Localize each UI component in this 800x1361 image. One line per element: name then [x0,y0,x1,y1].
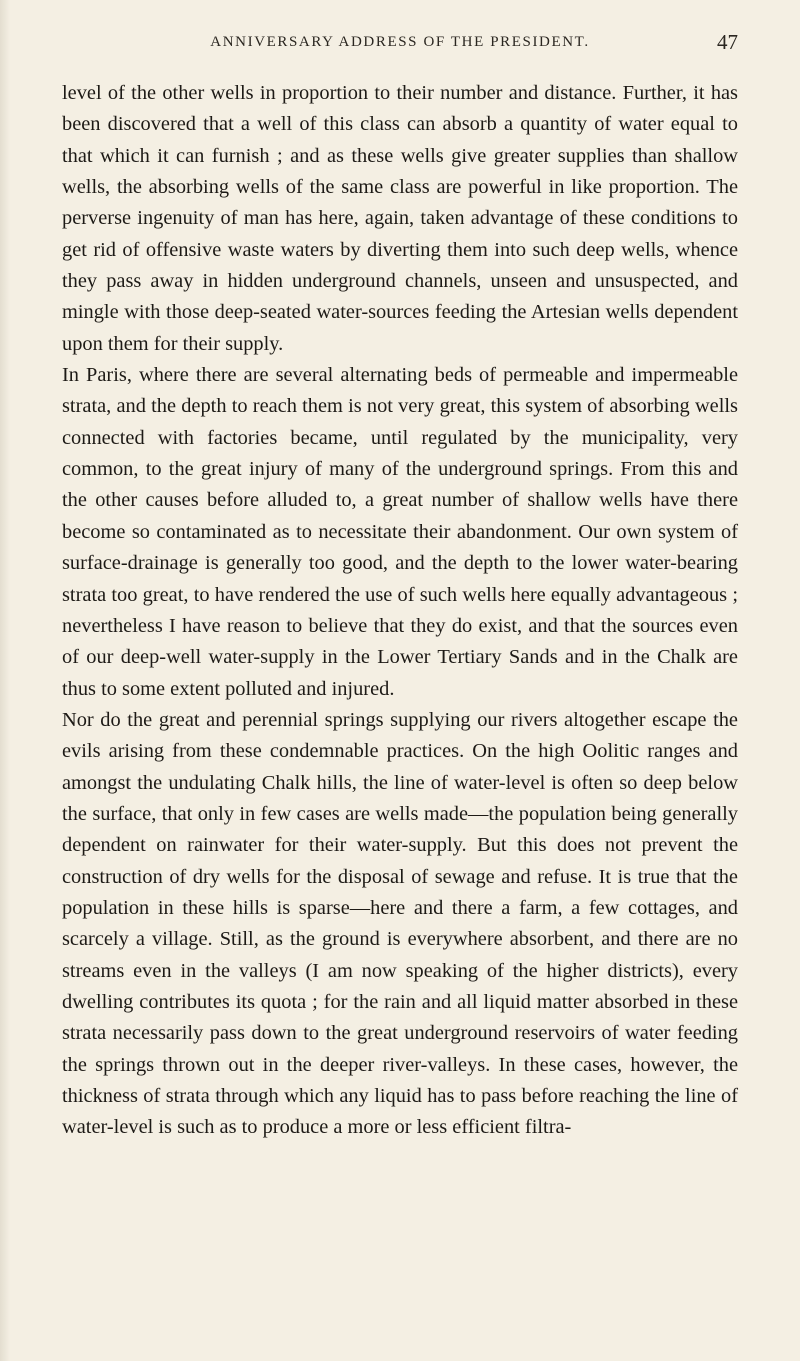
running-title: ANNIVERSARY ADDRESS OF THE PRESIDENT. [210,34,590,50]
body-text [62,78,738,1144]
page-gutter-shadow [0,0,10,1361]
paragraph-2: In Paris, where there are several alternating beds of permeable and impermeable strata, and the depth to reach them is not very great, this system of absorbing wells connected with factories became, until regulated by the municipality, very common, to the great injury of many of the underground springs. From this and the other causes before alluded to, a great number of shallow wells have there become so contaminated as to necessitate their abandonment. Our own system of surface-drainage is generally too good, and the depth to the lower water-bearing strata too great, to have rendered the use of such wells here equally advantageous ; nevertheless I have reason to believe that they do exist, and that the sources even of our deep-well water-supply in the Lower Tertiary Sands and in the Chalk are thus to some extent polluted and injured. [62,364,738,700]
running-head [62,30,738,56]
paragraph-1: level of the other wells in proportion to their number and distance. Further, it has been discovered that a well of this class can absorb a quantity of water equal to that which it can furnish ; and as these wells give greater supplies than shallow wells, the absorbing wells of the same class are powerful in like proportion. The perverse ingenuity of man has here, again, taken advantage of these conditions to get rid of offensive waste waters by diverting them into such deep wells, whence they pass away in hidden underground channels, unseen and unsuspected, and mingle with those deep-seated water-sources feeding the Artesian wells dependent upon them for their supply. [62,82,738,355]
page-number: 47 [717,30,738,54]
paragraph-3: Nor do the great and perennial springs supplying our rivers altogether escape the evils arising from these condemnable practices. On the high Oolitic ranges and amongst the undulating Chalk hills, the line of water-level is often so deep below the surface, that only in few cases are wells made—the population being generally dependent on rainwater for their water-supply. But this does not prevent the construction of dry wells for the disposal of sewage and refuse. It is true that the population in these hills is sparse—here and there a farm, a few cottages, and scarcely a village. Still, as the ground is everywhere absorbent, and there are no streams even in the valleys (I am now speaking of the higher districts), every dwelling contributes its quota ; for the rain and all liquid matter absorbed in these strata necessarily pass down to the great underground reservoirs of water feeding the springs thrown out in the deeper river-valleys. In these cases, however, the thickness of strata through which any liquid has to pass before reaching the line of water-level is such as to produce a more or less efficient filtra- [62,708,738,1139]
